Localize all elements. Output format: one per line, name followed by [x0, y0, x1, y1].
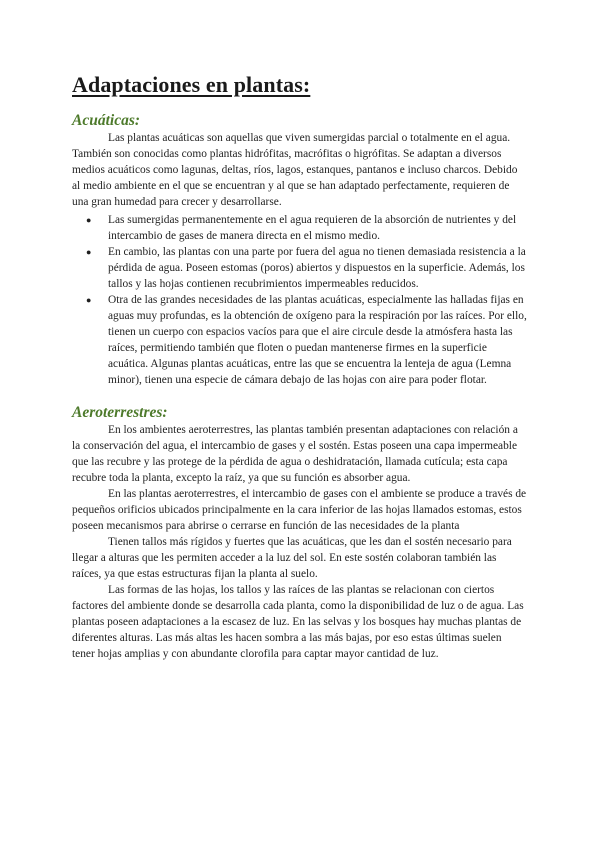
paragraph: Las plantas acuáticas son aquellas que viven sumergidas parcial o totalmente en el agua. También son conocidas como plantas hidrófitas, macrófitas o higrófitas. Se adaptan a diversos medios acuáticos como lagunas, deltas, ríos, lagos, estanques, pantanos e incluso charcos. Debido al medio ambiente en el que se encuentran y al que se han adaptado perfectamente, requieren de una gran humedad para crecer y desarrollarse.	[72, 132, 518, 208]
list-item	[86, 292, 527, 388]
bullet-icon: ●	[86, 295, 92, 305]
paragraph: En las plantas aeroterrestres, el intercambio de gases con el ambiente se produce a través de pequeños orificios ubicados principalmente en la cara inferior de las hojas llamados estomas, estos poseen mecanismos para abrirse o cerrarse en función de las necesidades de la planta	[72, 488, 527, 532]
page-title: Adaptaciones en plantas:	[72, 72, 311, 97]
document-page	[72, 72, 527, 662]
bullet-list	[72, 212, 527, 388]
paragraph: Tienen tallos más rígidos y fuertes que las acuáticas, que les dan el sostén necesario para llegar a alturas que les permiten acceder a la luz del sol. En este sostén colaboran también las raíces, ya que estas estructuras fijan la planta al suelo.	[72, 536, 512, 580]
list-item	[86, 212, 527, 244]
bullet-icon: ●	[86, 215, 92, 225]
section-heading-aeroterrestres: Aeroterrestres:	[72, 404, 168, 421]
section-heading-acuaticas: Acuáticas:	[72, 112, 141, 129]
paragraph: Las formas de las hojas, los tallos y las raíces de las plantas se relacionan con ciertos factores del ambiente donde se desarrolla cada planta, como la disponibilidad de luz o de agua. Las plantas poseen adaptaciones a la escasez de luz. En las selvas y los bosques hay muchas plantas de diferentes alturas. Las más altas les hacen sombra a las más bajas, por eso estas últimas suelen tener hojas amplias y con abundante clorofila para captar mayor cantidad de luz.	[72, 584, 524, 660]
list-item-text: Las sumergidas permanentemente en el agua requieren de la absorción de nutrientes y del intercambio de gases de manera directa en el mismo medio.	[108, 214, 517, 242]
list-item-text: Otra de las grandes necesidades de las plantas acuáticas, especialmente las halladas fijas en aguas muy profundas, es la obtención de oxígeno para la respiración por las raíces. Por ello, tienen un cuerpo con espacios vacíos para que el aire circule desde la atmósfera hasta las raíces, permitiendo también que floten o puedan mantenerse firmes en la superficie acuática. Algunas plantas acuáticas, entre las que se encuentra la lenteja de agua (Lemna minor), tienen una especie de cámara debajo de las hojas con aire para poder flotar.	[108, 294, 527, 386]
paragraph: En los ambientes aeroterrestres, las plantas también presentan adaptaciones con relación a la conservación del agua, el intercambio de gases y el sostén. Estas poseen una capa impermeable que las recubre y las protege de la pérdida de agua o deshidratación, llamada cutícula; esta capa recubre toda la planta, excepto la raíz, ya que su función es absorber agua.	[72, 424, 518, 484]
list-item-text: En cambio, las plantas con una parte por fuera del agua no tienen demasiada resistencia a la pérdida de agua. Poseen estomas (poros) abiertos y dispuestos en la superficie. Además, los tallos y las hojas contienen recubrimientos impermeables reducidos.	[108, 246, 526, 290]
list-item	[86, 244, 527, 292]
bullet-icon: ●	[86, 247, 92, 257]
